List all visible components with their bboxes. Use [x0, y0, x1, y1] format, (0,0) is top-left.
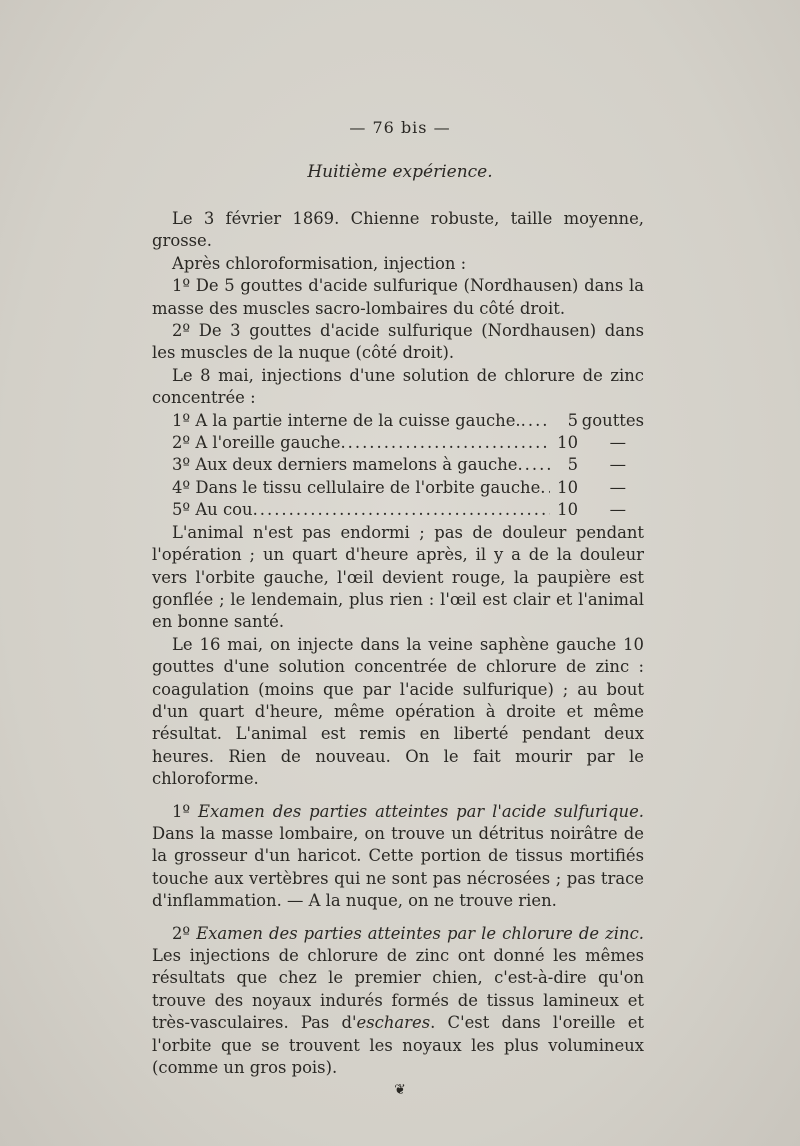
- paragraph-item-2: 2º De 3 gouttes d'acide sulfurique (Nordhausen) dans les muscles de la nuque (côté droit).: [152, 321, 644, 363]
- paragraph-may-injections: Le 8 mai, injections d'une solution de chlorure de zinc concentrée :: [152, 365, 644, 408]
- leader-dots: [340, 432, 550, 454]
- list-item: 5º Au cou ..... 10 —: [152, 499, 644, 521]
- paragraph-exam-1: 1º Examen des parties atteintes par l'acide sulfurique. Dans la masse lombaire, on trouve un détritus noirâtre de la grosseur d'un haricot. Cette portion de tissus mortifiés touche aux vertèbres qui ne sont pas nécrosées ; pas trace d'inflammation. — A la nuque, on ne trouve rien.: [152, 801, 644, 911]
- paragraph-saphene: Le 16 mai, on injecte dans la veine saphène gauche 10 gouttes d'une solution concentrée de chlorure de zinc : coagulation (moins que par l'acide sulfurique) ; au bout d'un quart d'heure, même opération à droite et même résultat. L'animal est remis en liberté pendant deux heures. Rien de nouveau. On le fait mourir par le chloroforme.: [152, 634, 644, 789]
- paragraph-observation: L'animal n'est pas endormi ; pas de douleur pendant l'opération ; un quart d'heure après, il y a de la douleur vers l'orbite gauche, l'œil devient rouge, la paupière est gonflée ; le lendemain, plus rien : l'œil est clair et l'animal en bonne santé.: [152, 522, 644, 632]
- leader-dots: [521, 410, 550, 432]
- list-item: 4º Dans le tissu cellulaire de l'orbite gauche ..... 10 —: [152, 477, 644, 499]
- list-item: 1º A la partie interne de la cuisse gauche. ..... 5 gouttes: [152, 410, 644, 432]
- leader-dots: [540, 477, 550, 499]
- paragraph-injection-intro: Après chloroformisation, injection :: [172, 253, 467, 273]
- exam-1-title: Examen des parties atteintes par l'acide sulfurique.: [198, 801, 644, 821]
- exam-2-title: Examen des parties atteintes par le chlorure de zinc.: [196, 923, 644, 943]
- body-text: [152, 208, 644, 1079]
- section-heading: Huitième expérience.: [307, 162, 493, 182]
- ornament-icon: ❦: [394, 1082, 406, 1098]
- page-number: — 76 bis —: [349, 118, 451, 137]
- list-item: 3º Aux deux derniers mamelons à gauche ..... 5 —: [152, 454, 644, 476]
- leader-dots: [253, 499, 550, 521]
- leader-dots: [517, 454, 550, 476]
- paragraph-exam-2: 2º Examen des parties atteintes par le chlorure de zinc. Les injections de chlorure de zinc ont donné les mêmes résultats que chez le premier chien, c'est-à-dire qu'on trouve des noyaux indurés formés de tissus lamineux et très-vasculaires. Pas d'eschares. C'est dans l'oreille et l'orbite que se trouvent les noyaux les plus volumineux (comme un gros pois).: [152, 923, 644, 1078]
- injection-list: [152, 410, 644, 522]
- list-item: 2º A l'oreille gauche ..... 10 —: [152, 432, 644, 454]
- paragraph-item-1: 1º De 5 gouttes d'acide sulfurique (Nordhausen) dans la masse des muscles sacro-lombaires du côté droit.: [152, 276, 644, 318]
- paragraph-date: Le 3 février 1869. Chienne robuste, taille moyenne, grosse.: [152, 209, 644, 251]
